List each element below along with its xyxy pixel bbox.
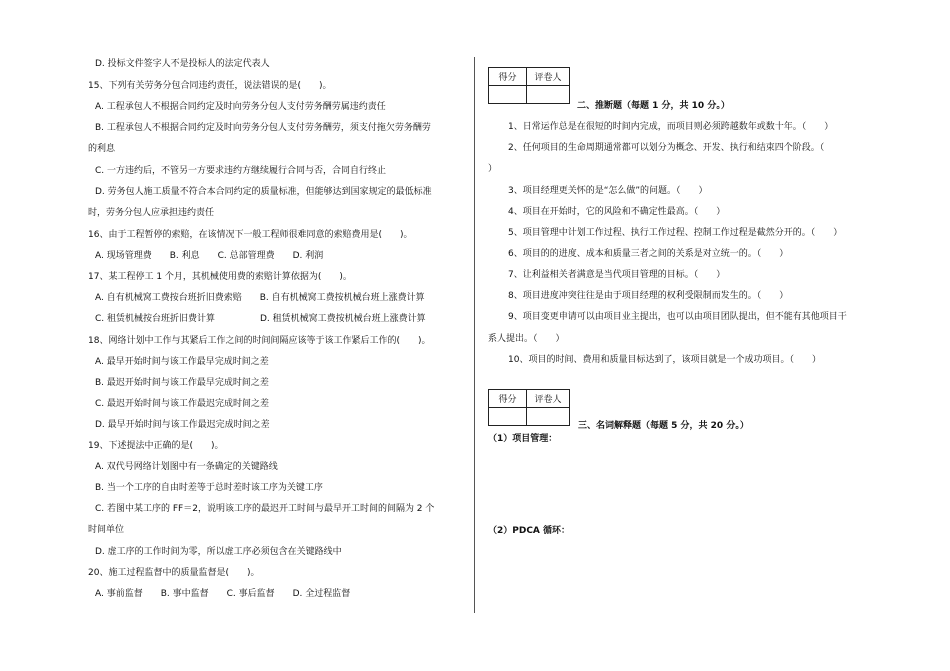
option-text: D. 劳务包人施工质量不符合本合同约定的质量标准，但能够达到国家规定的最低标准 — [95, 187, 432, 197]
true-false-item: 1、日常运作总是在很短的时间内完成，而项目则必须跨越数年或数十年。（ ） — [508, 122, 834, 132]
question-20: 20、施工过程监督中的质量监督是( )。 — [88, 568, 260, 578]
question-16: 16、由于工程暂停的索赔，在该情况下一般工程师很难同意的索赔费用是( )。 — [88, 230, 413, 240]
option-text: C. 一方违约后，不管另一方要求违约方继续履行合同与否，合同自行终止 — [95, 166, 387, 176]
option-text: A. 最早开始时间与该工作最早完成时间之差 — [95, 357, 269, 367]
option-text: C. 最迟开始时间与该工作最迟完成时间之差 — [95, 399, 270, 409]
option-text: A. 现场管理费 B. 利息 C. 总部管理费 D. 利润 — [95, 251, 324, 261]
true-false-item: 5、项目管理中计划工作过程、执行工作过程、控制工作过程是截然分开的。（ ） — [508, 228, 843, 238]
option-text: B. 工程承包人不根据合同约定及时向劳务分包人支付劳务酬劳，须支付拖欠劳务酬劳 — [95, 123, 431, 133]
true-false-item: 9、项目变更申请可以由项目业主提出，也可以由项目团队提出，但不能有其他项目干 — [508, 312, 847, 322]
option-text-continued: 的利息 — [88, 144, 116, 154]
score-table-section2 — [488, 67, 570, 104]
question-19: 19、下述提法中正确的是( )。 — [88, 441, 224, 451]
true-false-item: 7、让利益相关者满意是当代项目管理的目标。（ ） — [508, 270, 726, 280]
reviewer-header: 评卷人 — [527, 390, 570, 408]
question-17: 17、某工程停工 1 个月，其机械使用费的索赔计算依据为( )。 — [88, 272, 352, 282]
true-false-item: 6、项目的的进度、成本和质量三者之间的关系是对立统一的。（ ） — [508, 249, 789, 259]
score-cell[interactable] — [489, 86, 527, 104]
option-text: D. 最早开始时间与该工作最迟完成时间之差 — [95, 420, 270, 430]
term-project-management: （1）项目管理： — [488, 434, 558, 444]
option-text: A. 双代号网络计划图中有一条确定的关键路线 — [95, 462, 278, 472]
true-false-item: 4、项目在开始时，它的风险和不确定性最高。（ ） — [508, 207, 726, 217]
option-text-continued: 时，劳务分包人应承担违约责任 — [88, 208, 215, 218]
section3-title: 三、名词解释题（每题 5 分，共 20 分。） — [578, 421, 749, 431]
section2-title: 二、推断题（每题 1 分，共 10 分。） — [577, 101, 730, 111]
option-text: B. 当一个工序的自由时差等于总时差时该工序为关键工序 — [95, 483, 323, 493]
score-table-section3 — [488, 389, 570, 426]
score-cell[interactable] — [489, 408, 527, 426]
true-false-item-continued: 系人提出。（ ） — [488, 334, 565, 344]
true-false-item-continued: ） — [488, 164, 498, 174]
reviewer-cell[interactable] — [527, 86, 570, 104]
option-text: A. 事前监督 B. 事中监督 C. 事后监督 D. 全过程监督 — [95, 589, 351, 599]
true-false-item: 10、项目的时间、费用和质量目标达到了，该项目就是一个成功项目。（ ） — [508, 355, 821, 365]
option-text: C. 若图中某工序的 FF＝2，说明该工序的最迟开工时间与最早开工时间的间隔为 2 个 — [95, 504, 435, 514]
score-header: 得分 — [489, 390, 527, 408]
reviewer-cell[interactable] — [527, 408, 570, 426]
true-false-item: 2、任何项目的生命周期通常都可以划分为概念、开发、执行和结束四个阶段。（ — [508, 143, 825, 153]
option-text: B. 最迟开始时间与该工作最早完成时间之差 — [95, 378, 269, 388]
true-false-item: 8、项目进度冲突往往是由于项目经理的权利受限制而发生的。（ ） — [508, 291, 789, 301]
option-text-continued: 时间单位 — [88, 525, 125, 535]
reviewer-header: 评卷人 — [527, 68, 570, 86]
term-pdca-cycle: （2）PDCA 循环： — [488, 526, 571, 536]
score-header: 得分 — [489, 68, 527, 86]
option-text: A. 自有机械窝工费按台班折旧费索赔 B. 自有机械窝工费按机械台班上涨费计算 — [95, 293, 425, 303]
question-18: 18、网络计划中工作与其紧后工作之间的时间间隔应该等于该工作紧后工作的( )。 — [88, 336, 431, 346]
true-false-item: 3、项目经理更关怀的是“怎么做”的问题。（ ） — [508, 186, 708, 196]
option-text: D. 投标文件签字人不是投标人的法定代表人 — [95, 59, 270, 69]
option-text: C. 租赁机械按台班折旧费计算 D. 租赁机械窝工费按机械台班上涨费计算 — [95, 314, 426, 324]
option-text: D. 虚工序的工作时间为零，所以虚工序必须包含在关键路线中 — [95, 547, 342, 557]
option-text: A. 工程承包人不根据合同约定及时向劳务分包人支付劳务酬劳属违约责任 — [95, 102, 386, 112]
question-15: 15、下列有关劳务分包合同违约责任，说法错误的是( )。 — [88, 81, 332, 91]
column-divider — [474, 57, 475, 613]
